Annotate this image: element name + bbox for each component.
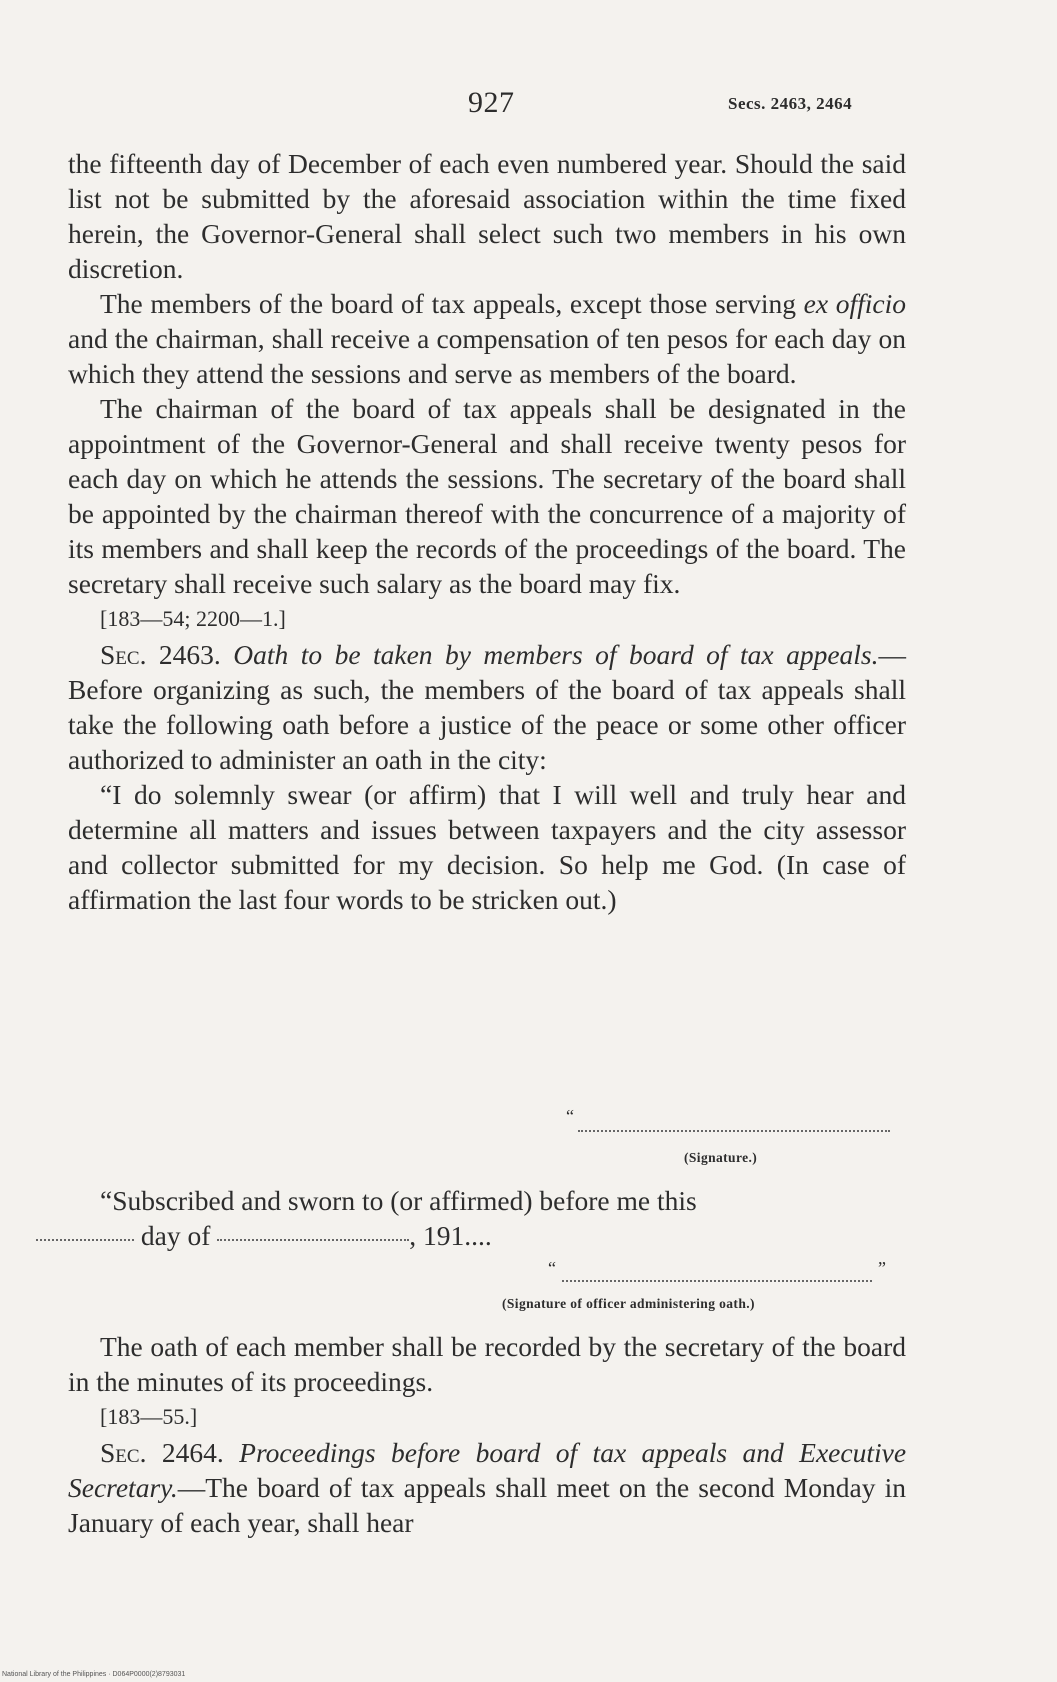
text-span: and the chairman, shall receive a compensation of ten pesos for each day on which they attend the sessions and serve as members of the board. (68, 323, 906, 389)
oath-text: “I do solemnly swear (or affirm) that I will well and truly hear and determine all matters and issues between taxpayers and the city assessor and collector submitted for my decision. So help me God. (In case of affirmation the last four words to be stricken out.) (68, 779, 906, 915)
italic-term: ex officio (803, 288, 906, 319)
section-title: Oath to be taken by members of board of tax appeals. (233, 639, 879, 670)
blank-day (36, 1239, 134, 1241)
text-span: The members of the board of tax appeals, except those serving (100, 288, 804, 319)
section-text: —The board of tax appeals shall meet on the second Monday in January of each year, shall hear (68, 1472, 906, 1538)
section-2464 (68, 1435, 906, 1540)
section-reference: Secs. 2463, 2464 (728, 94, 853, 113)
footer-credit: National Library of the Philippines · D064P0000(2)8793031 (2, 1671, 186, 1678)
officer-open-quote: “ (548, 1258, 556, 1278)
paragraph-continuation: the fifteenth day of December of each even numbered year. Should the said list not be submitted by the aforesaid association within the time fixed herein, the Governor-General shall select such two members in his own discretion. (68, 148, 906, 284)
blank-month (217, 1239, 409, 1241)
paragraph-chairman: The chairman of the board of tax appeals shall be designated in the appointment of the Governor-General and shall receive twenty pesos for each day on which he attends the sessions. The secretary of the board shall be appointed by the chairman thereof with the concurrence of a majority of its members and shall keep the records of the proceedings of the board. The secretary shall receive such salary as the board may fix. (68, 393, 906, 599)
body-text-top (68, 146, 906, 917)
section-number: 2464. (161, 1437, 224, 1468)
jurat-start: “Subscribed and sworn to (or affirmed) before me this (100, 1185, 697, 1216)
body-text-bottom (68, 1329, 906, 1540)
page-number: 927 (468, 86, 515, 119)
citation: [183—55.] (100, 1404, 198, 1429)
citation: [183—54; 2200—1.] (100, 606, 286, 631)
signature-line (578, 1130, 890, 1132)
section-number: 2463. (158, 639, 221, 670)
section-2463 (68, 637, 906, 777)
section-title: Proceedings before board of tax appeals and Executive Secretary. (68, 1437, 907, 1503)
section-text: —Before organizing as such, the members of the board of tax appeals shall take the following oath before a justice of the peace or some other officer authorized to administer an oath in the city: (68, 639, 907, 775)
paragraph-compensation (68, 286, 906, 391)
officer-signature-line (562, 1280, 872, 1282)
paragraph-oath-record: The oath of each member shall be recorded by the secretary of the board in the minutes of its proceedings. (68, 1331, 906, 1397)
signature-open-quote: “ (566, 1106, 574, 1126)
officer-signature-caption: (Signature of officer administering oath.) (502, 1296, 755, 1311)
jurat-year: , 191.... (409, 1220, 492, 1251)
section-label: Sec. (100, 639, 147, 670)
officer-close-quote: ” (878, 1258, 886, 1278)
section-label: Sec. (100, 1437, 147, 1468)
jurat (68, 1183, 906, 1253)
signature-caption: (Signature.) (684, 1150, 758, 1165)
jurat-text (68, 1183, 906, 1253)
jurat-day-of: day of (140, 1220, 211, 1251)
